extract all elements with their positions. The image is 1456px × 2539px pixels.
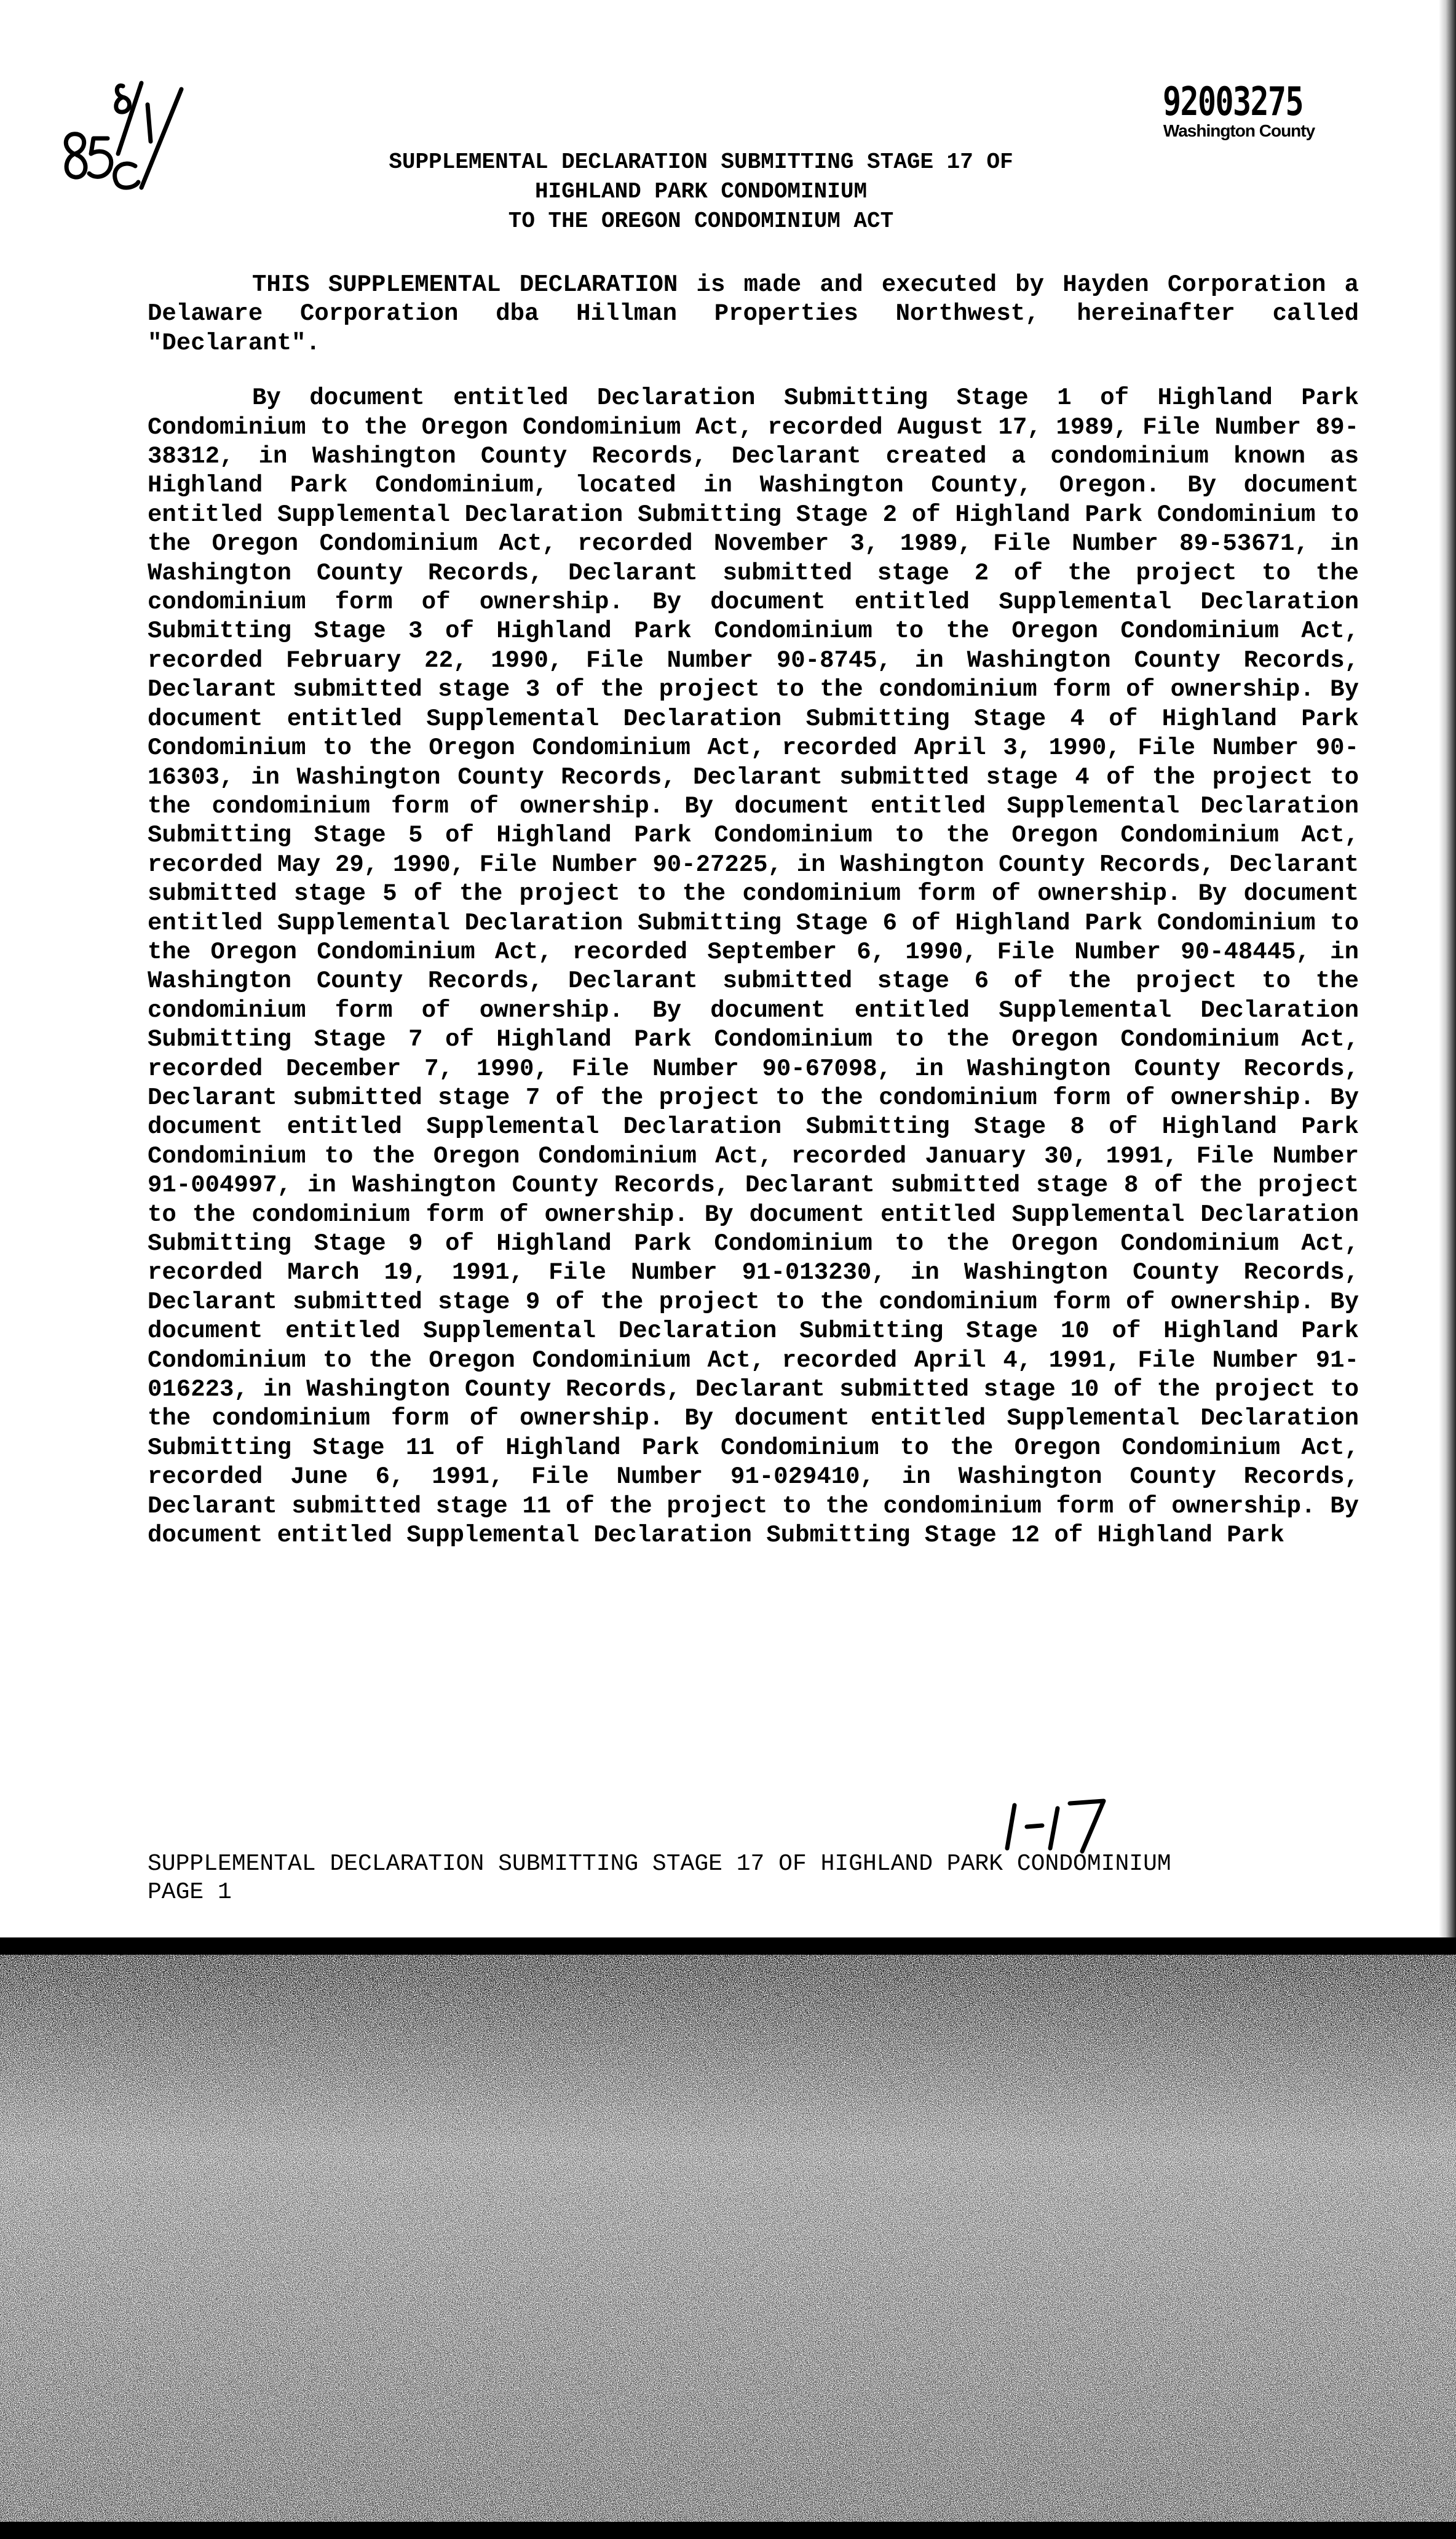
handwritten-corner-note — [49, 62, 191, 197]
paragraph-intro: THIS SUPPLEMENTAL DECLARATION is made and executed by Hayden Corporation a Delaware Corporation dba Hillman Properties Northwest, hereinafter called "Declarant". — [148, 271, 1359, 357]
document-title — [203, 148, 1199, 236]
footer-page-label: PAGE 1 — [148, 1879, 232, 1905]
handwritten-page-range — [996, 1790, 1119, 1858]
scan-noise-region — [0, 1937, 1456, 2539]
recording-stamp — [1141, 80, 1325, 140]
scan-edge-shadow — [1439, 0, 1456, 1950]
document-body — [148, 271, 1359, 1576]
recording-number: 92003275 — [1163, 79, 1303, 125]
title-line-2: HIGHLAND PARK CONDOMINIUM — [534, 179, 868, 204]
footer-running-title: SUPPLEMENTAL DECLARATION SUBMITTING STAGE 17 OF HIGHLAND PARK CONDOMINIUM — [148, 1851, 1171, 1877]
title-line-1: SUPPLEMENTAL DECLARATION SUBMITTING STAGE 17 OF — [389, 149, 1013, 175]
paragraph-recitals: By document entitled Declaration Submitting Stage 1 of Highland Park Condominium to the Oregon Condominium Act, recorded August 17, 1989, File Number 89-38312, in Washington County Records, Declarant created a condominium known as Highland Park Condominium, located in Washington County, Oregon. By document entitled Supplemental Declaration Submitting Stage 2 of Highland Park Condominium to the Oregon Condominium Act, recorded November 3, 1989, File Number 89-53671, in Washington County Records, Declarant submitted stage 2 of the project to the condominium form of ownership. By document entitled Supplemental Declaration Submitting Stage 3 of Highland Park Condominium to the Oregon Condominium Act, recorded February 22, 1990, File Number 90-8745, in Washington County Records, Declarant submitted stage 3 of the project to the condominium form of ownership. By document entitled Supplemental Declaration Submitting Stage 4 of Highland Park Condominium to the Oregon Condominium Act, recorded April 3, 1990, File Number 90-16303, in Washington County Records, Declarant submitted stage 4 of the project to the condominium form of ownership. By document entitled Supplemental Declaration Submitting Stage 5 of Highland Park Condominium to the Oregon Condominium Act, recorded May 29, 1990, File Number 90-27225, in Washington County Records, Declarant submitted stage 5 of the project to the condominium form of ownership. By document entitled Supplemental Declaration Submitting Stage 6 of Highland Park Condominium to the Oregon Condominium Act, recorded September 6, 1990, File Number 90-48445, in Washington County Records, Declarant submitted stage 6 of the project to the condominium form of ownership. By document entitled Supplemental Declaration Submitting Stage 7 of Highland Park Condominium to the Oregon Condominium Act, recorded December 7, 1990, File Number 90-67098, in Washington County Records, Declarant submitted stage 7 of the project to the condominium form of ownership. By document entitled Supplemental Declaration Submitting Stage 8 of Highland Park Condominium to the Oregon Condominium Act, recorded January 30, 1991, File Number 91-004997, in Washington County Records, Declarant submitted stage 8 of the project to the condominium form of ownership. By document entitled Supplemental Declaration Submitting Stage 9 of Highland Park Condominium to the Oregon Condominium Act, recorded March 19, 1991, File Number 91-013230, in Washington County Records, Declarant submitted stage 9 of the project to the condominium form of ownership. By document entitled Supplemental Declaration Submitting Stage 10 of Highland Park Condominium to the Oregon Condominium Act, recorded April 4, 1991, File Number 91-016223, in Washington County Records, Declarant submitted stage 10 of the project to the condominium form of ownership. By document entitled Supplemental Declaration Submitting Stage 11 of Highland Park Condominium to the Oregon Condominium Act, recorded June 6, 1991, File Number 91-029410, in Washington County Records, Declarant submitted stage 11 of the project to the condominium form of ownership. By document entitled Supplemental Declaration Submitting Stage 12 of Highland Park — [148, 384, 1359, 1549]
page-footer — [148, 1850, 1377, 1907]
recording-county: Washington County — [1163, 121, 1315, 140]
title-line-3: TO THE OREGON CONDOMINIUM ACT — [508, 209, 894, 234]
